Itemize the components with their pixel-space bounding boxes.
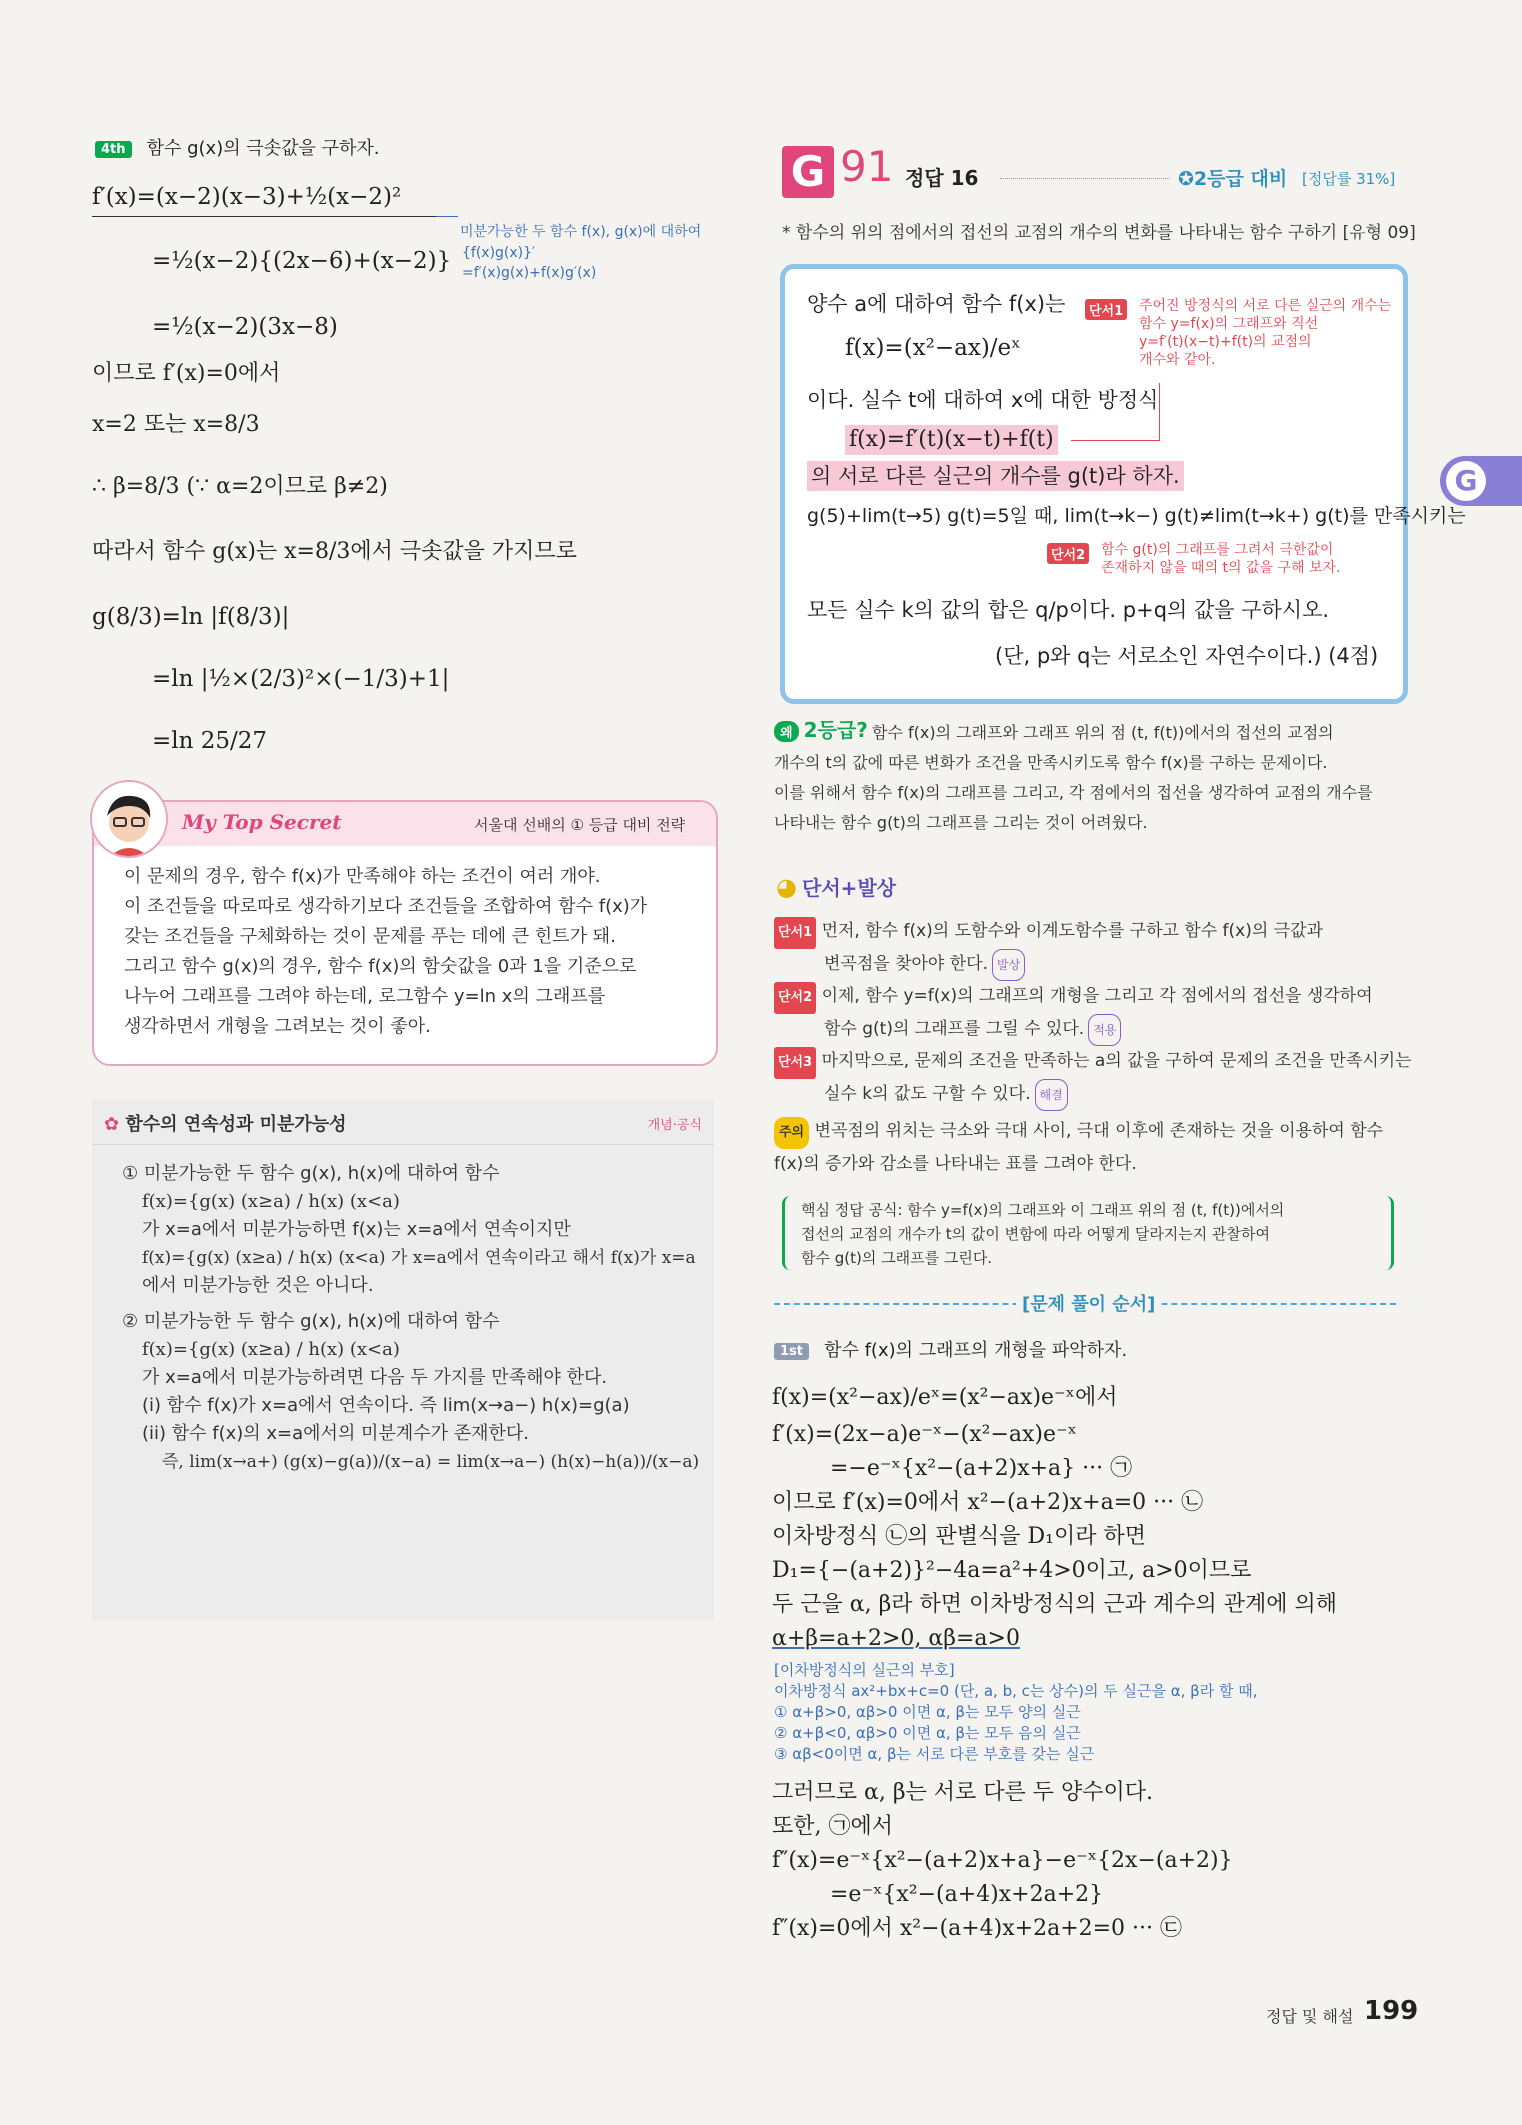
caution	[774, 1116, 1383, 1179]
clue-tag: 단서1	[774, 917, 816, 949]
footer-label: 정답 및 해설	[1266, 2007, 1354, 2026]
solution-line: =−e⁻ˣ{x²−(a+2)x+a} ··· ㉠	[830, 1456, 1133, 1481]
hint1-arrow	[1159, 383, 1160, 441]
why-heading	[774, 714, 868, 743]
solution-line: 그러므로 α, β는 서로 다른 두 양수이다.	[772, 1780, 1154, 1805]
why-line: 나타내는 함수 g(t)의 그래프를 그리는 것이 어려웠다.	[774, 813, 1148, 832]
hint1-arrow-h	[1071, 440, 1159, 441]
caution-text: 변곡점의 위치는 극소와 극대 사이, 극대 이후에 존재하는 것을 이용하여 함수	[814, 1121, 1384, 1141]
step4-title: 함수 g(x)의 극솟값을 구하자.	[146, 138, 380, 159]
why-tag: 왜	[774, 721, 799, 742]
problem-line: 이다. 실수 t에 대하여 x에 대한 방정식	[807, 388, 1159, 412]
product-rule-note-2: {f(x)g(x)}′	[462, 245, 536, 261]
grade-label	[1178, 164, 1287, 191]
concept-divider	[92, 1144, 714, 1145]
concept-line: (ii) 함수 f(x)의 x=a에서의 미분계수가 존재한다.	[142, 1423, 529, 1444]
clue-badge: 적용	[1088, 1014, 1121, 1046]
core-formula-box	[782, 1196, 1394, 1270]
why-title: 2등급?	[803, 718, 868, 742]
clue-text: 이제, 함수 y=f(x)의 그래프의 개형을 그리고 각 점에서의 접선을 생각하여	[821, 986, 1373, 1006]
sign-note: ② α+β<0, αβ>0 이면 α, β는 모두 음의 실근	[774, 1724, 1081, 1742]
hint1-tag: 단서1	[1085, 299, 1127, 320]
hint1	[1085, 299, 1127, 320]
clue-text: 변곡점을 찾아야 한다.	[824, 954, 989, 974]
solution-line: α+β=a+2>0, αβ=a>0	[772, 1626, 1020, 1651]
hint2-text	[1101, 541, 1341, 577]
eq-line-9: =ln |½×(2/3)²×(−1/3)+1|	[152, 666, 450, 692]
hint2-line: 존재하지 않을 때의 t의 값을 구해 보자.	[1101, 560, 1341, 576]
secret-line: 이 조건들을 따로따로 생각하기보다 조건들을 조합하여 함수 f(x)가	[124, 896, 648, 917]
top-secret-box	[92, 800, 718, 1066]
why-body	[872, 718, 1334, 748]
secret-line: 갖는 조건들을 구체화하는 것이 문제를 푸는 데에 큰 힌트가 돼.	[124, 926, 616, 947]
core-line: 함수 g(t)의 그래프를 그린다.	[801, 1249, 993, 1267]
core-line: 접선의 교점의 개수가 t의 값이 변함에 따라 어떻게 달라지는지 관찰하여	[801, 1225, 1271, 1243]
why-body-2	[774, 748, 1373, 838]
step1-title: 함수 f(x)의 그래프의 개형을 파악하자.	[824, 1340, 1128, 1361]
clue-badge: 해결	[1035, 1079, 1068, 1111]
caution-line	[774, 1116, 1383, 1149]
concept-line: (i) 함수 f(x)가 x=a에서 연속이다. 즉 lim(x→a−) h(x)=g(a)	[142, 1395, 630, 1416]
hint2	[1047, 543, 1089, 564]
concept-line: 가 x=a에서 미분가능하면 f(x)는 x=a에서 연속이지만	[142, 1219, 571, 1240]
concept-line: ② 미분가능한 두 함수 g(x), h(x)에 대하여 함수	[122, 1311, 500, 1332]
solution-line: f′(x)=(2x−a)e⁻ˣ−(x²−ax)e⁻ˣ	[772, 1422, 1077, 1447]
caution-tag: 주의	[774, 1117, 809, 1149]
clue-heading	[776, 872, 896, 901]
why-line: 함수 f(x)의 그래프와 그래프 위의 점 (t, f(t))에서의 접선의 교점의	[872, 723, 1334, 742]
concept-line: f(x)={g(x) (x≥a) / h(x) (x<a)	[142, 1339, 400, 1360]
solution-line: f″(x)=e⁻ˣ{x²−(a+2)x+a}−e⁻ˣ{2x−(a+2)}	[772, 1848, 1233, 1873]
problem-equation: f(x)=f′(t)(x−t)+f(t)	[845, 425, 1058, 455]
concept-line: 가 x=a에서 미분가능하려면 다음 두 가지를 만족해야 한다.	[142, 1367, 608, 1388]
solution-part-1	[772, 1378, 1337, 1656]
page-number: 199	[1364, 1996, 1419, 2026]
clue-text: 실수 k의 값도 구할 수 있다.	[824, 1084, 1031, 1104]
eq-line-2: =½(x−2){(2x−6)+(x−2)}	[152, 248, 452, 274]
clue-tag: 단서2	[774, 982, 816, 1014]
secret-line: 나누어 그래프를 그려야 하는데, 로그함수 y=ln x의 그래프를	[124, 986, 606, 1007]
problem-description: * 함수의 위의 점에서의 접선의 교점의 개수의 변화를 나타내는 함수 구하기 [유형 09]	[782, 223, 1416, 243]
secret-line: 생각하면서 개형을 그려보는 것이 좋아.	[124, 1016, 431, 1037]
chapter-tab-letter: G	[1446, 461, 1486, 501]
top-secret-subtitle: 서울대 선배의 ① 등급 대비 전략	[474, 816, 686, 834]
problem-line: 양수 a에 대하여 함수 f(x)는	[807, 292, 1066, 316]
product-rule-note-3: =f′(x)g(x)+f(x)g′(x)	[462, 265, 597, 281]
clue-item-cont	[774, 949, 1412, 981]
problem-box	[780, 264, 1466, 704]
sign-note: ③ αβ<0이면 α, β는 서로 다른 부호를 갖는 실근	[774, 1745, 1095, 1763]
sign-note: 이차방정식 ax²+bx+c=0 (단, a, b, c는 상수)의 두 실근을 α, β라 할 때,	[774, 1682, 1258, 1700]
eq-line-10: =ln 25/27	[152, 728, 268, 754]
hint1-line: 개수와 같아.	[1139, 352, 1216, 368]
solution-line: f(x)=(x²−ax)/eˣ=(x²−ax)e⁻ˣ에서	[772, 1385, 1118, 1410]
flower-icon: ✿	[104, 1114, 120, 1135]
core-line: 핵심 정답 공식: 함수 y=f(x)의 그래프와 이 그래프 위의 점 (t, f(t))에서의	[801, 1201, 1285, 1219]
eq-line-3: =½(x−2)(3x−8)	[152, 314, 338, 340]
hint1-line: 함수 y=f(x)의 그래프와 직선	[1139, 316, 1319, 332]
text-line-5: x=2 또는 x=8/3	[92, 412, 260, 437]
concept-line: f(x)={g(x) (x≥a) / h(x) (x<a)	[142, 1191, 400, 1212]
sign-note: ① α+β>0, αβ>0 이면 α, β는 모두 양의 실근	[774, 1703, 1081, 1721]
concept-line: 즉, lim(x→a+) (g(x)−g(a))/(x−a) = lim(x→a−) (h(x)−h(a))/(x−a)	[162, 1452, 700, 1472]
text-line-7: 따라서 함수 g(x)는 x=8/3에서 극솟값을 가지므로	[92, 539, 577, 564]
clue-item-cont	[774, 1014, 1412, 1046]
solution-line: 두 근을 α, β라 하면 이차방정식의 근과 계수의 관계에 의해	[772, 1592, 1338, 1617]
step4-tag: 4th	[95, 141, 132, 158]
secret-line: 그리고 함수 g(x)의 경우, 함수 f(x)의 함숫값을 0과 1을 기준으로	[124, 956, 637, 977]
solution-line: 또한, ㉠에서	[772, 1814, 893, 1839]
grade-text: 2등급 대비	[1193, 168, 1288, 190]
student-face-icon	[92, 782, 166, 856]
solution-line: 이므로 f′(x)=0에서 x²−(a+2)x+a=0 ··· ㉡	[772, 1490, 1204, 1515]
problem-number: 91	[840, 142, 894, 191]
problem-line: 의 서로 다른 실근의 개수를 g(t)라 하자.	[807, 461, 1184, 491]
top-secret-body	[124, 862, 647, 1042]
eq-derivative: f′(x)=(x−2)(x−3)+½(x−2)²	[92, 184, 402, 210]
clue-title: 단서+발상	[802, 876, 897, 900]
hint2-tag: 단서2	[1047, 543, 1089, 564]
why-line: 개수의 t의 값에 따른 변화가 조건을 만족시키도록 함수 f(x)를 구하는 문제이다.	[774, 753, 1328, 772]
core-formula-body	[801, 1198, 1284, 1270]
solution-line: 이차방정식 ㉡의 판별식을 D₁이라 하면	[772, 1524, 1146, 1549]
concept-box	[92, 1100, 714, 1620]
problem-condition: g(5)+lim(t→5) g(t)=5일 때, lim(t→k−) g(t)≠lim(t→k+) g(t)를 만족시키는	[807, 505, 1466, 527]
concept-tag: 개념·공식	[647, 1118, 702, 1133]
order-title: [문제 풀이 순서]	[1016, 1290, 1161, 1316]
why-line: 이를 위해서 함수 f(x)의 그래프를 그리고, 각 점에서의 접선을 생각하여 교점의 개수를	[774, 783, 1373, 802]
step4-heading	[95, 134, 380, 160]
clue-text: 먼저, 함수 f(x)의 도함수와 이계도함수를 구하고 함수 f(x)의 극값과	[821, 921, 1323, 941]
solution-line: =e⁻ˣ{x²−(a+4)x+2a+2}	[830, 1882, 1104, 1907]
problem-question: 모든 실수 k의 값의 합은 q/p이다. p+q의 값을 구하시오.	[807, 598, 1330, 622]
clue-item	[774, 916, 1412, 949]
caution-line: f(x)의 증가와 감소를 나타내는 표를 그려야 한다.	[774, 1154, 1137, 1174]
secret-line: 이 문제의 경우, 함수 f(x)가 만족해야 하는 조건이 여러 개야.	[124, 866, 601, 887]
step1-heading	[774, 1336, 1127, 1362]
eq-line-8: g(8/3)=ln |f(8/3)|	[92, 604, 290, 630]
hint1-text	[1139, 297, 1391, 369]
problem-function: f(x)=(x²−ax)/eˣ	[845, 335, 1021, 361]
sign-notes	[774, 1660, 1258, 1765]
answer-label: 정답 16	[905, 166, 979, 190]
underline	[92, 216, 436, 217]
unit-letter-badge: G	[782, 146, 834, 198]
clue-item	[774, 981, 1412, 1014]
concept-line: f(x)={g(x) (x≥a) / h(x) (x<a) 가 x=a에서 연속이라고 해서 f(x)가 x=a	[142, 1248, 696, 1268]
sign-note: [이차방정식의 실근의 부호]	[774, 1661, 955, 1679]
clue-list	[774, 916, 1412, 1111]
concept-body	[122, 1160, 699, 1476]
step1-tag: 1st	[774, 1343, 809, 1360]
clue-item	[774, 1046, 1412, 1079]
text-line-6: ∴ β=8/3 (∵ α=2이므로 β≠2)	[92, 474, 388, 499]
solution-line: D₁={−(a+2)}²−4a=a²+4>0이고, a>0이므로	[772, 1558, 1252, 1583]
concept-line: ① 미분가능한 두 함수 g(x), h(x)에 대하여 함수	[122, 1163, 500, 1184]
solution-line: f″(x)=0에서 x²−(a+4)x+2a+2=0 ··· ㉢	[772, 1916, 1183, 1941]
problem-note: (단, p와 q는 서로소인 자연수이다.) (4점)	[995, 644, 1379, 668]
hint2-line: 함수 g(t)의 그래프를 그려서 극한값이	[1101, 542, 1334, 558]
concept-line: 에서 미분가능한 것은 아니다.	[142, 1275, 374, 1296]
text-line-4: 이므로 f′(x)=0에서	[92, 361, 281, 386]
hint1-line: y=f′(t)(x−t)+f(t)의 교점의	[1139, 334, 1312, 350]
avatar	[90, 780, 168, 858]
clue-tag: 단서3	[774, 1047, 816, 1079]
hint1-line: 주어진 방정식의 서로 다른 실근의 개수는	[1139, 298, 1392, 314]
solution-part-2	[772, 1776, 1233, 1946]
lightbulb-head-icon: ◕	[776, 873, 797, 901]
clue-item-cont	[774, 1079, 1412, 1111]
star-icon: ✪	[1178, 168, 1194, 190]
concept-title-text: 함수의 연속성과 미분가능성	[125, 1114, 347, 1135]
clue-badge: 발상	[992, 949, 1025, 981]
dotted-leader	[1000, 178, 1170, 179]
clue-text: 마지막으로, 문제의 조건을 만족하는 a의 값을 구하여 문제의 조건을 만족시키는	[821, 1051, 1412, 1071]
chapter-side-tab[interactable]	[1440, 456, 1522, 506]
clue-text: 함수 g(t)의 그래프를 그릴 수 있다.	[824, 1019, 1085, 1039]
product-rule-note: 미분가능한 두 함수 f(x), g(x)에 대하여	[460, 224, 702, 240]
concept-title	[104, 1110, 347, 1136]
correct-rate: [정답률 31%]	[1302, 170, 1396, 188]
top-secret-title: My Top Secret	[182, 810, 342, 834]
arrow-line	[436, 216, 458, 217]
